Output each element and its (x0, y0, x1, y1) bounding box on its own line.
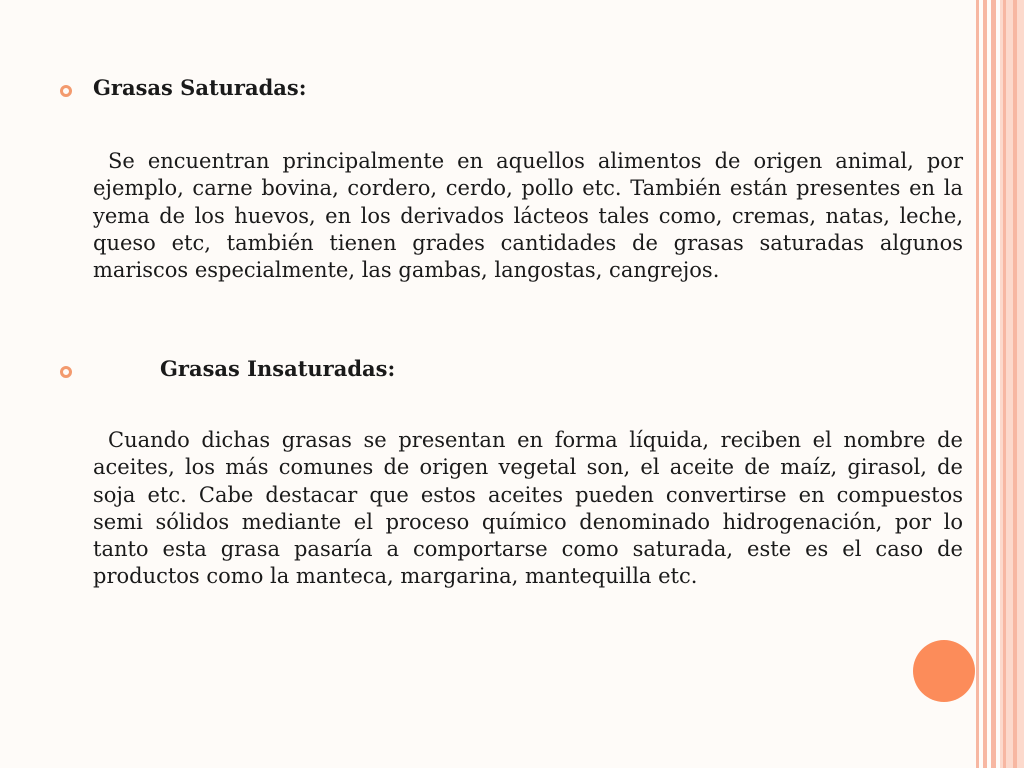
bullet-circle-icon (60, 85, 72, 97)
frame-stripe (991, 0, 996, 768)
section-heading-unsaturated: Grasas Insaturadas: (160, 356, 396, 381)
section-body-unsaturated: Cuando dichas grasas se presentan en forma líquida, reciben el nombre de aceites, los más comunes de origen vegetal son, el aceite de maíz, girasol, de soja etc. Cabe destacar que estos aceites pueden convertirse en compuestos semi sólidos mediante el proceso químico denominado hidrogenación, por lo tanto esta grasa pasaría a comportarse como saturada, este es el caso de productos como la manteca, margarina, mantequilla etc. (93, 428, 963, 589)
section-body-saturated: Se encuentran principalmente en aquellos alimentos de origen animal, por ejemplo, carne bovina, cordero, cerdo, pollo etc. También están presentes en la yema de los huevos, en los derivados lácteos tales como, cremas, natas, leche, queso etc, también tienen grades cantidades de grasas saturadas algunos mariscos especialmente, las gambas, langostas, cangrejos. (93, 149, 963, 283)
frame-stripe (1003, 0, 1006, 768)
decorative-circle (913, 640, 975, 702)
section-heading-saturated: Grasas Saturadas: (93, 75, 307, 100)
frame-stripe (1013, 0, 1017, 768)
bullet-circle-icon (60, 366, 72, 378)
frame-stripe (976, 0, 979, 768)
frame-stripe (983, 0, 987, 768)
